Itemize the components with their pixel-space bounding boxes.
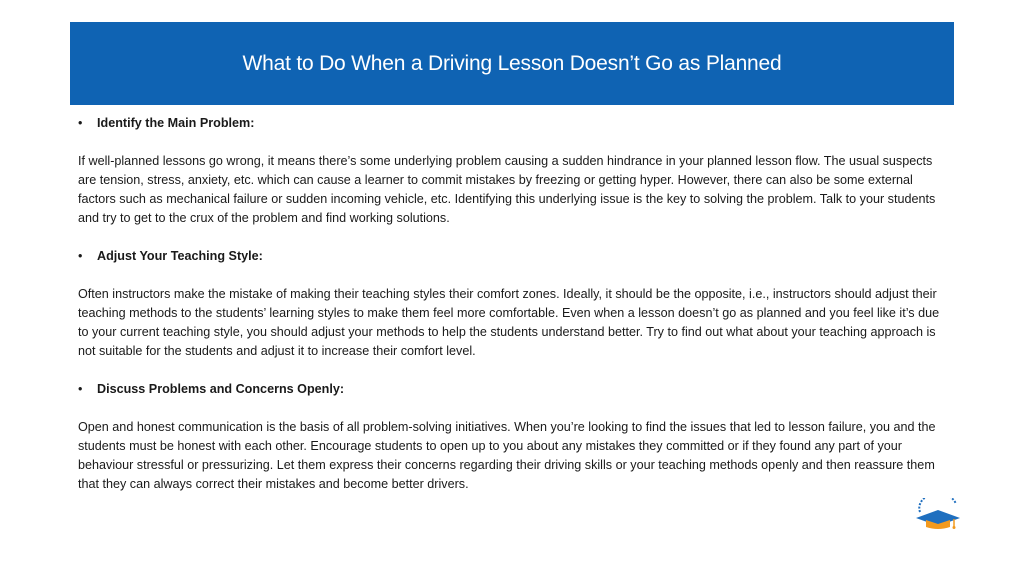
bullet-icon: •	[78, 382, 83, 396]
section-heading-text: Adjust Your Teaching Style:	[97, 249, 263, 263]
bullet-icon: •	[78, 249, 83, 263]
section-body-discuss-openly: Open and honest communication is the basis of all problem-solving initiatives. When you’re looking to find the issues that led to lesson failure, you and the students must be honest with each other. Encourage students to open up to you about any mistakes they committed or if they found any part of your behaviour stressful or pressurizing. Let them express their concerns regarding their driving skills or your teaching methods openly and then reassure them that they can always correct their mistakes and become better drivers.	[78, 420, 936, 491]
section-heading-text: Discuss Problems and Concerns Openly:	[97, 382, 345, 396]
section-body-adjust-style: Often instructors make the mistake of making their teaching styles their comfort zones. Ideally, it should be the opposite, i.e., instructors should adjust their teaching methods to the students’ learning styles to make them feel more comfortable. Even when a lesson doesn’t go as planned and you feel like it’s due to your current teaching style, you should adjust your methods to help the students understand better. Try to find out what about your teaching approach is not suitable for the students and adjust it to increase their comfort level.	[78, 287, 940, 358]
graduation-cap-logo-icon	[914, 498, 962, 530]
page-title: What to Do When a Driving Lesson Doesn’t Go as Planned	[242, 51, 782, 75]
section-heading-text: Identify the Main Problem:	[97, 116, 255, 130]
section-heading-identify-problem	[78, 114, 946, 133]
title-banner	[70, 22, 954, 105]
section-heading-discuss-openly	[78, 380, 946, 399]
content-area	[78, 114, 946, 513]
bullet-icon: •	[78, 116, 83, 130]
section-body-identify-problem: If well-planned lessons go wrong, it means there’s some underlying problem causing a sudden hindrance in your planned lesson flow. The usual suspects are tension, stress, anxiety, etc. which can cause a learner to commit mistakes by freezing or getting hyper. However, there can also be some external factors such as mechanical failure or sudden incoming vehicle, etc. Identifying this underlying issue is the key to solving the problem. Talk to your students and try to get to the crux of the problem and find working solutions.	[78, 154, 936, 225]
section-heading-adjust-style	[78, 247, 946, 266]
